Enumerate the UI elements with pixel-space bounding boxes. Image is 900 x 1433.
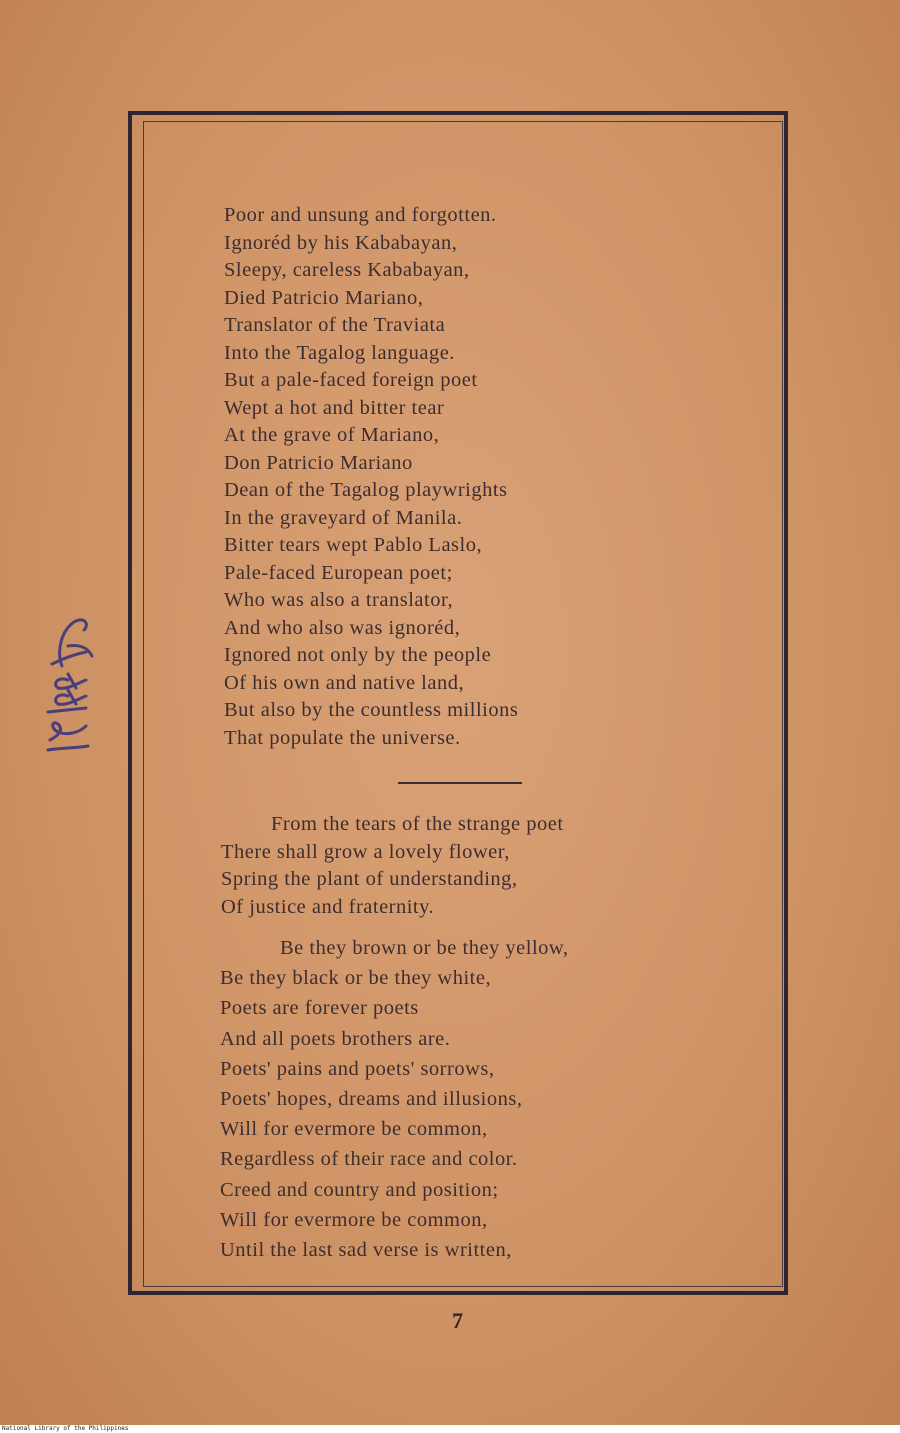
poem-stanza-1 [224,202,518,752]
poem-line: From the tears of the strange poet [271,813,564,835]
handwritten-catalog-number-icon [28,600,104,760]
poem-line: There shall grow a lovely flower, [221,840,510,863]
poem-line: Died Patricio Mariano, [224,286,424,309]
poem-stanza-2 [221,811,564,921]
poem-line: Creed and country and position; [220,1178,499,1201]
poem-line: Don Patricio Mariano [224,451,413,474]
poem-line: But also by the countless millions [224,699,519,721]
poem-line: Wept a hot and bitter tear [224,396,445,419]
poem-line: Poets' hopes, dreams and illusions, [220,1087,523,1110]
poem-line: Bitter tears wept Pablo Laslo, [224,534,483,556]
footer-bar [0,1425,900,1433]
poem-line: Dean of the Tagalog playwrights [224,479,508,501]
poem-line: Pale-faced European poet; [224,561,453,584]
poem-line: Ignoréd by his Kababayan, [224,231,458,254]
poem-line: Will for evermore be common, [220,1208,488,1231]
poem-line: Be they black or be they white, [220,967,492,990]
poem-line: And all poets brothers are. [220,1027,451,1050]
poem-line: Until the last sad verse is written, [220,1238,512,1261]
poem-line: Regardless of their race and color. [220,1148,518,1171]
poem-line: Poor and unsung and forgotten. [224,204,497,226]
poem-line: Poets are forever poets [220,997,419,1020]
poem-line: Will for evermore be common, [220,1118,488,1141]
poem-line: Into the Tagalog language. [224,341,455,364]
poem-line: Ignored not only by the people [224,644,492,666]
poem-line: Of his own and native land, [224,671,465,694]
poem-line: Of justice and fraternity. [221,895,435,918]
poem-line: In the graveyard of Manila. [224,506,463,529]
poem-stanza-3 [220,933,569,1265]
poem-line: And who also was ignoréd, [224,616,461,639]
poem-line: But a pale-faced foreign poet [224,369,478,391]
poem-line: At the grave of Mariano, [224,424,440,446]
footer-credit: National Library of the Philippines [2,1425,129,1432]
poem-line: Spring the plant of understanding, [221,868,518,890]
poem-line: Be they brown or be they yellow, [280,937,569,959]
poem-line: Translator of the Traviata [224,314,446,336]
poem-line: Sleepy, careless Kababayan, [224,259,470,281]
poem-line: That populate the universe. [224,726,461,749]
page-number: 7 [452,1308,463,1333]
section-divider [398,782,522,784]
poem-line: Who was also a translator, [224,589,454,611]
poem-line: Poets' pains and poets' sorrows, [220,1057,495,1080]
